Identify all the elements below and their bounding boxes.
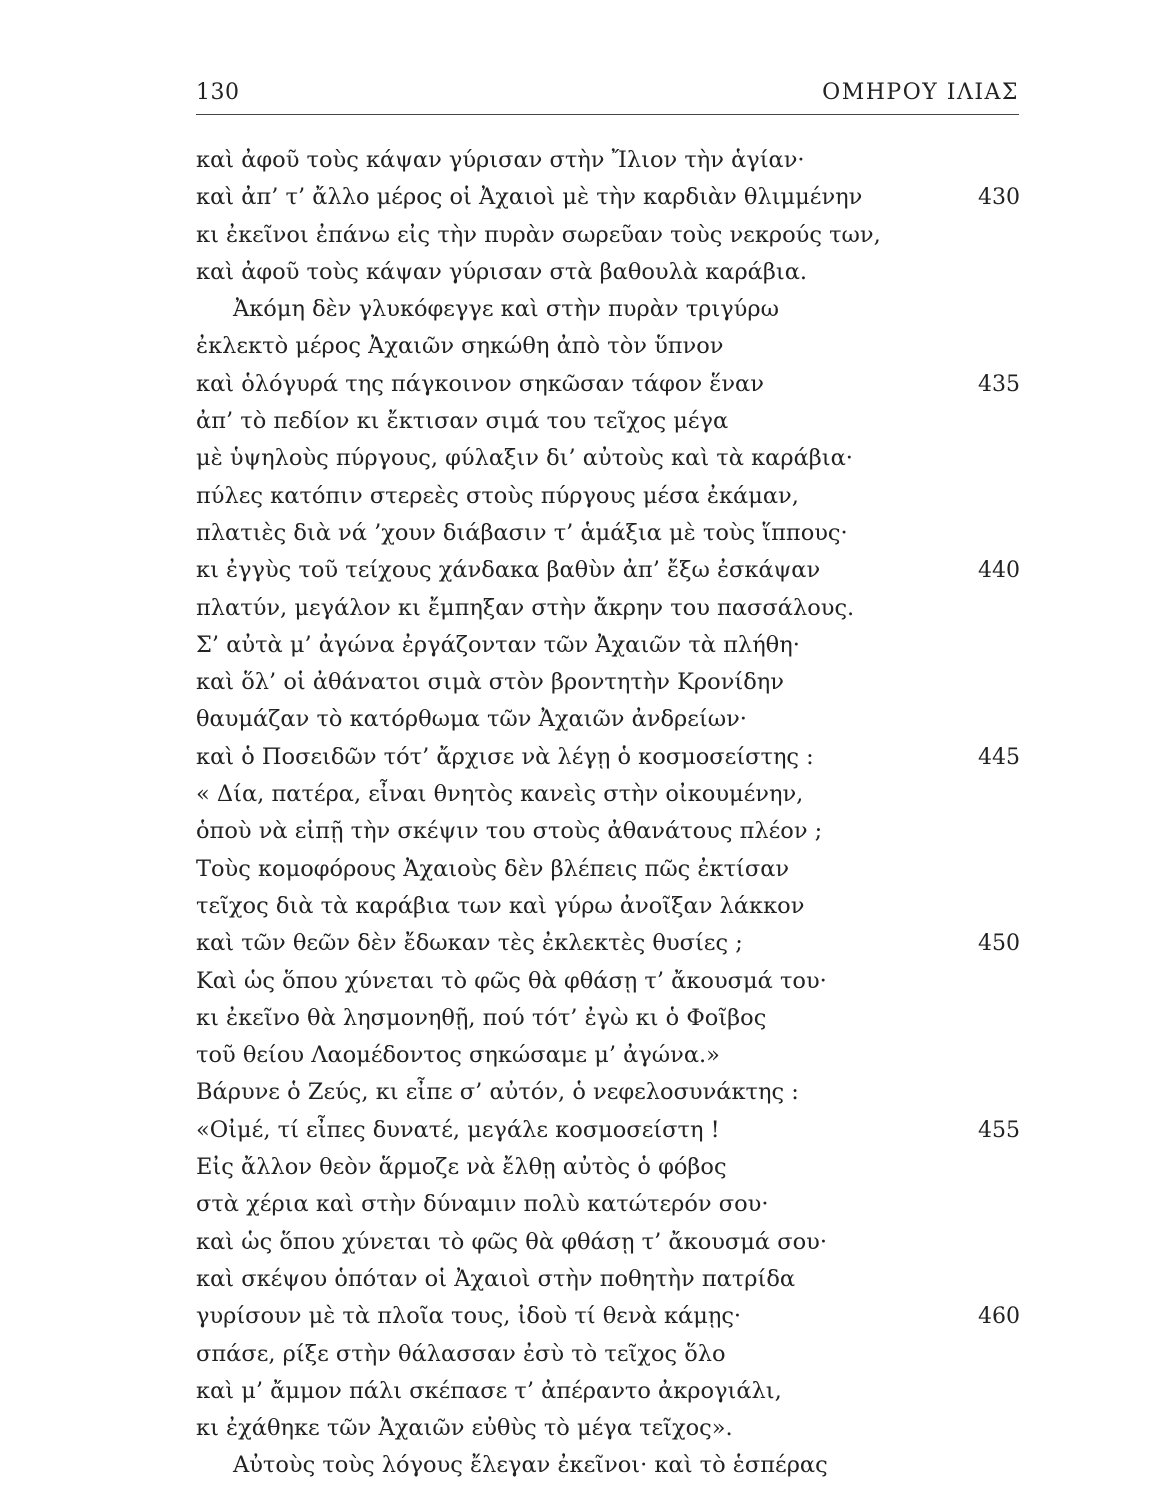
verse-line (196, 1410, 1026, 1447)
verse-line (196, 1298, 1026, 1335)
verse-line (196, 813, 1026, 850)
verse-text: « Δία, πατέρα, εἶναι θνητὸς κανεὶς στὴν οἰκουμένην, (196, 781, 804, 808)
verse-line (196, 1037, 1026, 1074)
verse-line (196, 888, 1026, 925)
verse-line (196, 440, 1026, 477)
verse-text: καὶ ἀπ’ τ’ ἄλλο μέρος οἱ Ἀχαιοὶ μὲ τὴν καρδιὰν θλιμμένην (196, 184, 863, 211)
verse-line (196, 1261, 1026, 1298)
verse-line (196, 925, 1026, 962)
line-number: 450 (978, 931, 1020, 957)
verse-text: καὶ μ’ ἄμμον πάλι σκέπασε τ’ ἀπέραντο ἀκρογιάλι, (196, 1377, 782, 1404)
page-number: 130 (196, 80, 240, 105)
verse-text: καὶ ὡς ὅπου χύνεται τὸ φῶς θὰ φθάσῃ τ’ ἄκουσμά σου· (196, 1228, 827, 1255)
verse-text: γυρίσουν μὲ τὰ πλοῖα τους, ἰδοὺ τί θενὰ κάμῃς· (196, 1303, 742, 1330)
verse-text: καὶ ἀφοῦ τοὺς κάψαν γύρισαν στὰ βαθουλὰ καράβια. (196, 258, 808, 285)
verse-text: Εἰς ἄλλον θεὸν ἅρμοζε νὰ ἔλθῃ αὐτὸς ὁ φόβος (196, 1154, 727, 1181)
verse-text: μὲ ὑψηλοὺς πύργους, φύλαξιν δι’ αὐτοὺς καὶ τὰ καράβια· (196, 445, 853, 472)
verse-text: ὁποὺ νὰ εἰπῇ τὴν σκέψιν του στοὺς ἀθανάτους πλέον ; (196, 818, 823, 845)
verse-text: ἐκλεκτὸ μέρος Ἀχαιῶν σηκώθη ἀπὸ τὸν ὕπνον (196, 333, 724, 360)
verse-line (196, 478, 1026, 515)
verse-line (196, 254, 1026, 291)
verse-text: τοῦ θείου Λαομέδοντος σηκώσαμε μ’ ἀγώνα.» (196, 1042, 720, 1069)
verse-text: καὶ ὁλόγυρά της πάγκοινον σηκῶσαν τάφον ἕναν (196, 370, 764, 397)
verse-text: κι ἐκεῖνοι ἐπάνω εἰς τὴν πυρὰν σωρεῦαν τοὺς νεκρούς των, (196, 221, 881, 248)
verse-line (196, 627, 1026, 664)
verse-line (196, 851, 1026, 888)
verse-line (196, 701, 1026, 738)
verse-text: τεῖχος διὰ τὰ καράβια των καὶ γύρω ἀνοῖξαν λάκκον (196, 892, 805, 919)
verse-text: καὶ ὅλ’ οἱ ἀθάνατοι σιμὰ στὸν βροντητὴν Κρονίδην (196, 669, 784, 696)
verse-line (196, 1373, 1026, 1410)
verse-line (196, 291, 1026, 328)
line-number: 440 (978, 558, 1020, 584)
verse-text: Σ’ αὐτὰ μ’ ἀγώνα ἐργάζονταν τῶν Ἀχαιῶν τὰ πλήθη· (196, 631, 800, 658)
verse-line (196, 328, 1026, 365)
verse-text: Τοὺς κομοφόρους Ἀχαιοὺς δὲν βλέπεις πῶς ἐκτίσαν (196, 855, 790, 882)
verse-line (196, 217, 1026, 254)
verse-text: καὶ ἀφοῦ τοὺς κάψαν γύρισαν στὴν Ἴλιον τὴν ἁγίαν· (196, 147, 805, 173)
verse-line (196, 739, 1026, 776)
verse-line (196, 1074, 1026, 1111)
verse-text: Ἀκόμη δὲν γλυκόφεγγε καὶ στὴν πυρὰν τριγύρω (233, 296, 779, 323)
verse-text: στὰ χέρια καὶ στὴν δύναμιν πολὺ κατώτερόν σου· (196, 1191, 769, 1218)
header-rule (196, 114, 1019, 115)
verse-line (196, 1186, 1026, 1223)
verse-line (196, 1224, 1026, 1261)
line-number: 430 (978, 185, 1020, 211)
verse-text: κι ἐγγὺς τοῦ τείχους χάνδακα βαθὺν ἀπ’ ἔξω ἐσκάψαν (196, 557, 821, 584)
verse-line (196, 366, 1026, 403)
verse-text: καὶ ὁ Ποσειδῶν τότ’ ἄρχισε νὰ λέγῃ ὁ κοσμοσείστης : (196, 743, 814, 770)
verse-text: κι ἐκεῖνο θὰ λησμονηθῇ, πού τότ’ ἐγὼ κι ὁ Φοῖβος (196, 1004, 767, 1031)
verse-line (196, 1149, 1026, 1186)
verse-line (196, 552, 1026, 589)
running-head (196, 80, 1019, 112)
verse-text: ἀπ’ τὸ πεδίον κι ἔκτισαν σιμά του τεῖχος μέγα (196, 408, 729, 435)
verse-line (196, 142, 1026, 179)
verse-text: πλατύν, μεγάλον κι ἔμπηξαν στὴν ἄκρην του πασσάλους. (196, 594, 855, 621)
verse-line (196, 590, 1026, 627)
verse-text: Καὶ ὡς ὅπου χύνεται τὸ φῶς θὰ φθάσῃ τ’ ἄκουσμά του· (196, 967, 827, 994)
line-number: 460 (978, 1304, 1020, 1330)
verse-line (196, 1447, 1026, 1484)
line-number: 435 (978, 371, 1020, 397)
verse-text: «Οἰμέ, τί εἶπες δυνατέ, μεγάλε κοσμοσείστη ! (196, 1116, 720, 1143)
verse-text: Βάρυνε ὁ Ζεύς, κι εἶπε σ’ αὐτόν, ὁ νεφελοσυνάκτης : (196, 1079, 799, 1106)
verse-text: καὶ σκέψου ὁπόταν οἱ Ἀχαιοὶ στὴν ποθητὴν πατρίδα (196, 1265, 796, 1292)
line-number: 455 (978, 1117, 1020, 1143)
verse-text: σπάσε, ρίξε στὴν θάλασσαν ἐσὺ τὸ τεῖχος ὅλο (196, 1340, 726, 1367)
verse-line (196, 664, 1026, 701)
verse-text: Αὐτοὺς τοὺς λόγους ἔλεγαν ἐκεῖνοι· καὶ τὸ ἑσπέρας (233, 1452, 828, 1479)
verse-line (196, 1336, 1026, 1373)
verse-line (196, 403, 1026, 440)
verse-line (196, 776, 1026, 813)
verse-line (196, 515, 1026, 552)
verse-line (196, 963, 1026, 1000)
verse-text: πλατιὲς διὰ νά ’χουν διάβασιν τ’ ἁμάξια μὲ τοὺς ἵππους· (196, 519, 848, 546)
verse-line (196, 179, 1026, 216)
verse-text: θαυμάζαν τὸ κατόρθωμα τῶν Ἀχαιῶν ἀνδρείων· (196, 706, 747, 733)
verse-text: καὶ τῶν θεῶν δὲν ἔδωκαν τὲς ἐκλεκτὲς θυσίες ; (196, 930, 743, 957)
verse-text: κι ἐχάθηκε τῶν Ἀχαιῶν εὐθὺς τὸ μέγα τεῖχος». (196, 1415, 733, 1442)
verse-text: πύλες κατόπιν στερεὲς στοὺς πύργους μέσα ἐκάμαν, (196, 482, 799, 509)
verse-line (196, 1112, 1026, 1149)
verse-line (196, 1000, 1026, 1037)
book-title: ΟΜΗΡΟΥ ΙΛΙΑΣ (822, 80, 1019, 105)
verse-list (196, 142, 1026, 1485)
line-number: 445 (978, 744, 1020, 770)
